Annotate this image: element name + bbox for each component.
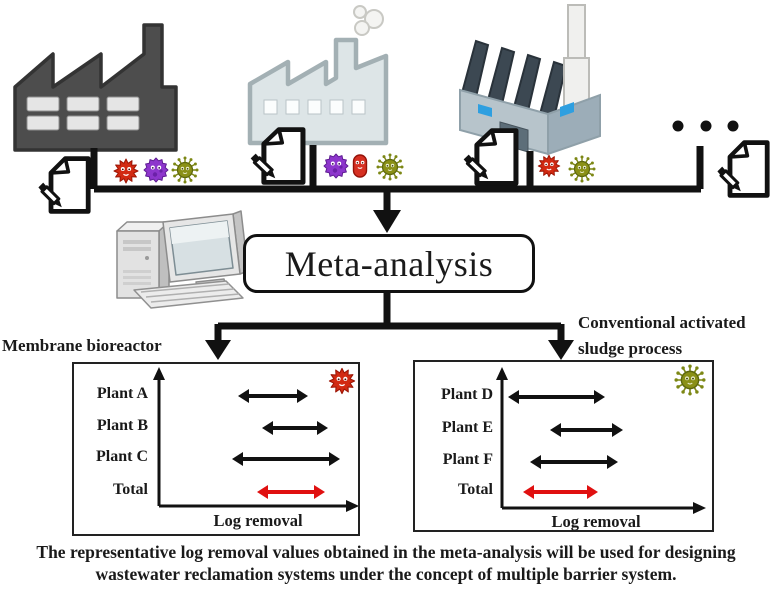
caption-line-1: The representative log removal values obtained in the meta-analysis will be used for designing: [36, 542, 736, 562]
range-arrow-plant-f: [540, 460, 608, 464]
cas-branch-arrowhead: [548, 340, 574, 360]
branch-lines: [218, 292, 561, 342]
range-arrow-plant-e: [560, 428, 613, 432]
cas-chart-panel: [413, 360, 714, 532]
row-label-plant-c: Plant C: [96, 448, 148, 465]
y-axis-arrowhead: [153, 367, 165, 380]
range-arrow-plant-c: [242, 457, 330, 461]
cas-panel-title-line1: Conventional activated: [578, 313, 746, 332]
caption-line-2: wastewater reclamation systems under the concept of multiple barrier system.: [95, 563, 677, 584]
sampling-report-icon-3: [464, 131, 516, 184]
virus-purple-icon-2: [324, 154, 348, 178]
virus-red-icon-3: [538, 155, 560, 177]
row-label-plant-d: Plant D: [441, 386, 493, 403]
meta-input-arrow: [373, 189, 401, 233]
range-arrow-plant-a: [248, 394, 298, 398]
sampling-report-icon-1: [38, 159, 88, 212]
x-axis-arrowhead: [693, 502, 706, 514]
range-arrow-total: [267, 490, 315, 494]
mbr-chart-panel: [72, 362, 360, 536]
wwtp-3-factory-icon: [460, 5, 600, 154]
virus-red-icon-1: [114, 159, 138, 183]
cas-panel-title: [578, 310, 746, 362]
virus-green-icon-3: [569, 156, 596, 183]
meta-analysis-box: [243, 234, 535, 293]
row-label-plant-b: Plant B: [96, 417, 148, 434]
row-label-total: Total: [458, 481, 493, 498]
sampling-report-icon-4: [717, 143, 767, 196]
row-label-total: Total: [113, 481, 148, 498]
range-arrow-plant-b: [272, 426, 318, 430]
desktop-computer-icon: [117, 211, 248, 308]
row-label-plant-a: Plant A: [96, 385, 148, 402]
range-arrow-plant-d: [518, 395, 595, 399]
virus-green-icon-2: [377, 154, 404, 181]
mbr-branch-arrowhead: [205, 340, 231, 360]
figure-caption: [0, 542, 772, 585]
meta-analysis-label: Meta-analysis: [284, 243, 494, 284]
x-axis-arrowhead: [346, 500, 358, 512]
y-axis-arrowhead: [496, 367, 508, 380]
virus-capsule-icon-2: [354, 155, 367, 177]
wwtp-1-factory-icon: [15, 25, 176, 150]
row-label-plant-e: Plant E: [441, 419, 493, 436]
more-plants-dots-icon: [673, 121, 739, 132]
x-axis-label: Log removal: [213, 511, 303, 530]
x-axis-label: Log removal: [551, 512, 641, 531]
row-label-plant-f: Plant F: [442, 451, 493, 468]
cas-panel-title-line2: sludge process: [578, 339, 683, 358]
virus-purple-icon-1: [144, 158, 168, 182]
wwtp-2-factory-icon: [250, 6, 386, 143]
virus-green-icon-1: [172, 157, 199, 184]
mbr-panel-title: Membrane bioreactor: [2, 336, 162, 355]
range-arrow-total: [533, 490, 588, 494]
